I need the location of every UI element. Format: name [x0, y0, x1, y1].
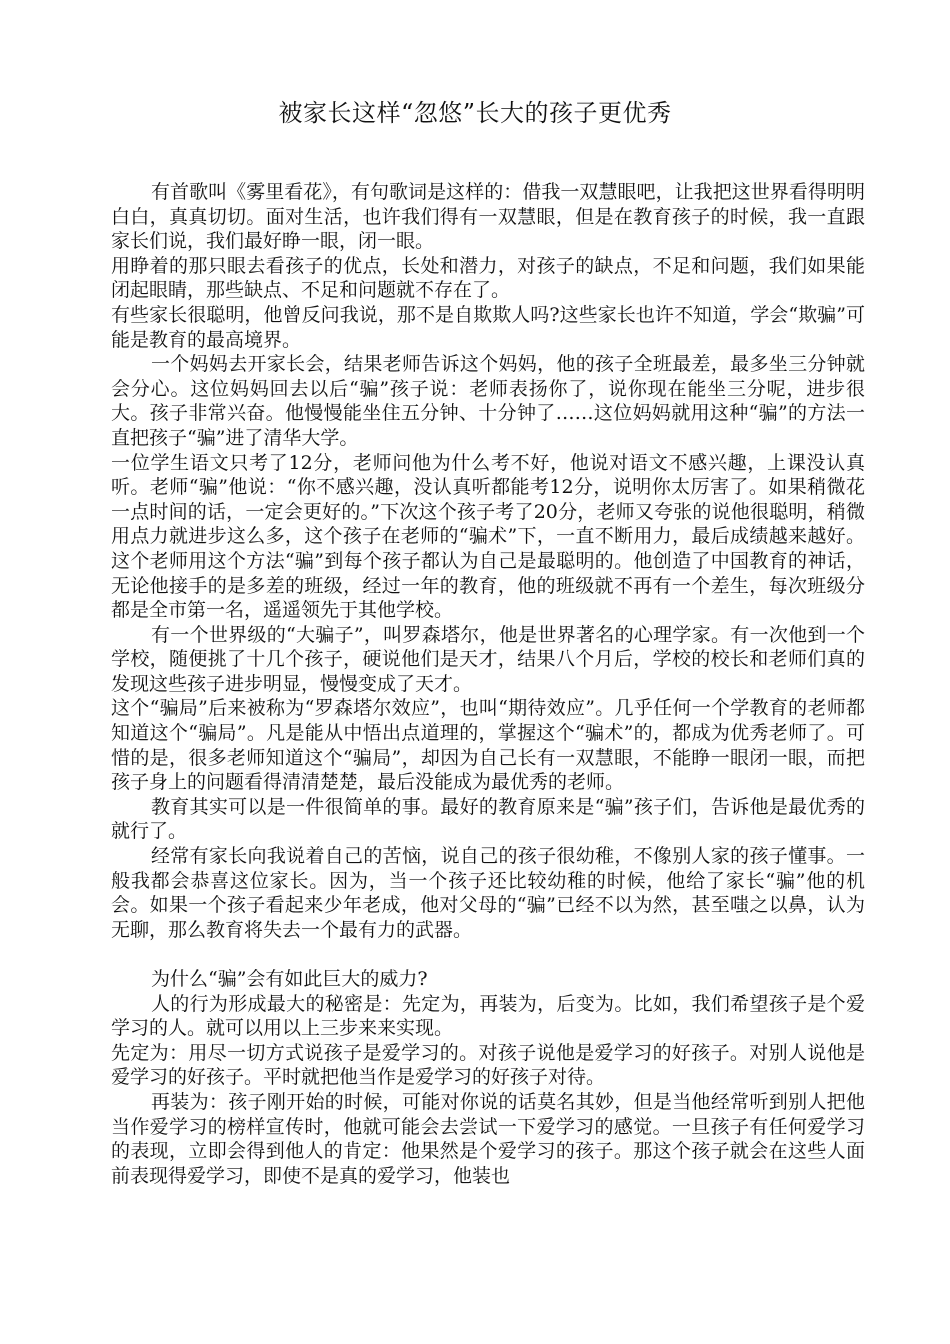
paragraph: 为什么“骗”会有如此巨大的威力?	[151, 968, 428, 990]
paragraph: 有些家长很聪明，他曾反问我说，那不是自欺欺人吗?这些家长也许不知道，学会“欺骗”可能是教育的最高境界。	[111, 303, 865, 351]
paragraph: 一个妈妈去开家长会，结果老师告诉这个妈妈，他的孩子全班最差，最多坐三分钟就会分心。这位妈妈回去以后“骗”孩子说：老师表扬你了，说你现在能坐三分呢，进步很大。孩子非常兴奋。他慢慢能坐住五分钟、十分钟了……这位妈妈就用这种“骗”的方法一直把孩子“骗”进了清华大学。	[111, 353, 865, 449]
paragraph: 这个“骗局”后来被称为“罗森塔尔效应”，也叫“期待效应”。几乎任何一个学教育的老师都知道这个“骗局”。凡是能从中悟出点道理的，掌握这个“骗术”的，都成为优秀老师了。可惜的是，很多老师知道这个“骗局”，却因为自己长有一双慧眼，不能睁一眼闭一眼，而把孩子身上的问题看得清清楚楚，最后没能成为最优秀的老师。	[111, 697, 865, 794]
document-title: 被家长这样“忽悠”长大的孩子更优秀	[278, 99, 672, 127]
paragraph: 先定为：用尽一切方式说孩子是爱学习的。对孩子说他是爱学习的好孩子。对别人说他是爱学习的好孩子。平时就把他当作是爱学习的好孩子对待。	[111, 1041, 865, 1089]
paragraph: 有一个世界级的“大骗子”，叫罗森塔尔，他是世界著名的心理学家。有一次他到一个学校，随便挑了十几个孩子，硬说他们是天才，结果八个月后，学校的校长和老师们真的发现这些孩子进步明显，慢慢变成了天才。	[111, 623, 865, 695]
document-body	[111, 180, 865, 1188]
paragraph: 用睁着的那只眼去看孩子的优点，长处和潜力，对孩子的缺点，不足和问题，我们如果能闭起眼睛，那些缺点、不足和问题就不存在了。	[111, 254, 865, 302]
paragraph: 有首歌叫《雾里看花》，有句歌词是这样的：借我一双慧眼吧，让我把这世界看得明明白白，真真切切。面对生活，也许我们得有一双慧眼，但是在教育孩子的时候，我一直跟家长们说，我们最好睁一眼，闭一眼。	[111, 181, 865, 253]
paragraph: 经常有家长向我说着自己的苦恼，说自己的孩子很幼稚，不像别人家的孩子懂事。一般我都会恭喜这位家长。因为，当一个孩子还比较幼稚的时候，他给了家长“骗”他的机会。如果一个孩子看起来少年老成，他对父母的“骗”已经不以为然，甚至嗤之以鼻，认为无聊，那么教育将失去一个最有力的武器。	[111, 845, 865, 941]
paragraph: 再装为：孩子刚开始的时候，可能对你说的话莫名其妙，但是当他经常听到别人把他当作爱学习的榜样宣传时，他就可能会去尝试一下爱学习的感觉。一旦孩子有任何爱学习的表现，立即会得到他人的肯定：他果然是个爱学习的孩子。那这个孩子就会在这些人面前表现得爱学习，即使不是真的爱学习，他装也	[111, 1090, 865, 1187]
paragraph: 教育其实可以是一件很简单的事。最好的教育原来是“骗”孩子们，告诉他是最优秀的就行了。	[111, 795, 865, 843]
paragraph: 一位学生语文只考了12分，老师问他为什么考不好，他说对语文不感兴趣，上课没认真听。老师“骗”他说：“你不感兴趣，没认真听都能考12分，说明你太厉害了。如果稍微花一点时间的话，一定会更好的。”下次这个孩子考了20分，老师又夸张的说他很聪明，稍微用点力就进步这么多，这个孩子在老师的“骗术”下，一直不断用力，最后成绩越来越好。这个老师用这个方法“骗”到每个孩子都认为自己是最聪明的。他创造了中国教育的神话，无论他接手的是多差的班级，经过一年的教育，他的班级就不再有一个差生，每次班级分都是全市第一名，遥遥领先于其他学校。	[111, 451, 865, 622]
paragraph: 人的行为形成最大的秘密是：先定为，再装为，后变为。比如，我们希望孩子是个爱学习的人。就可以用以上三步来来实现。	[111, 992, 865, 1040]
